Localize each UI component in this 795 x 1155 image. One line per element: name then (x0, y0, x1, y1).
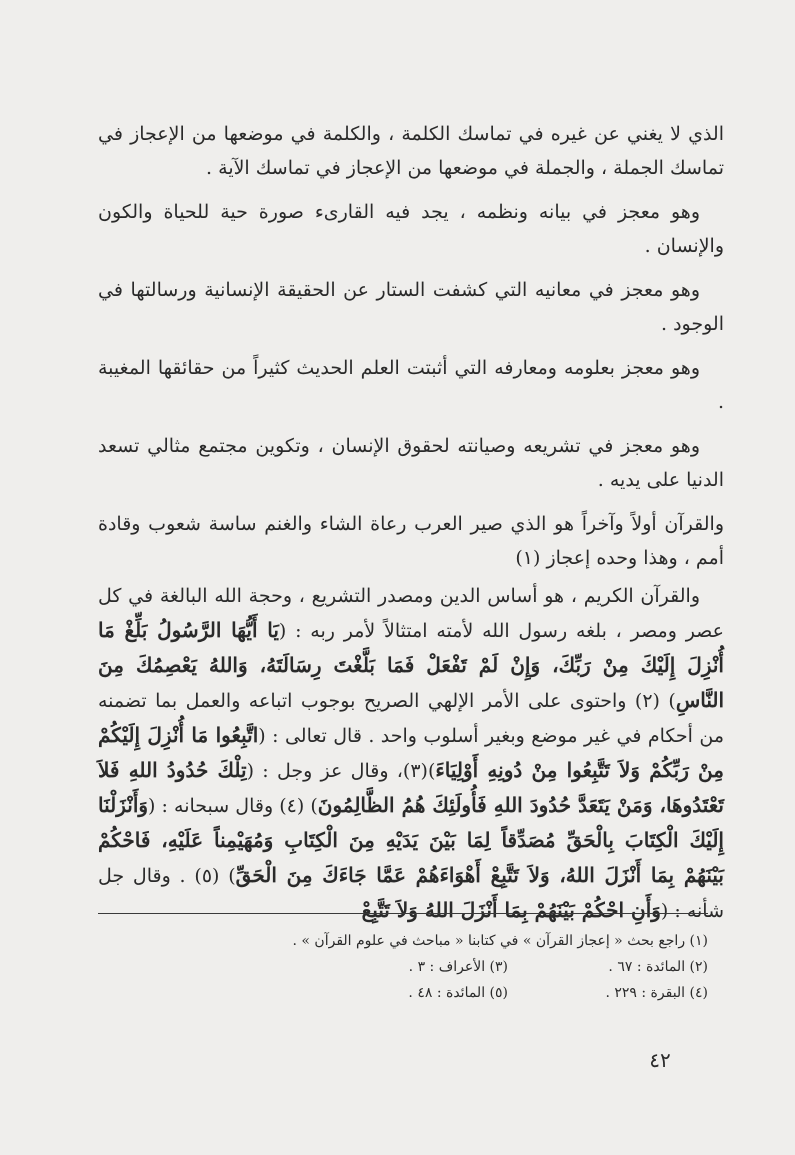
footnotes (98, 928, 708, 1006)
footnote-row-2 (98, 954, 708, 980)
footnote-separator (98, 913, 708, 914)
page-number: ٤٢ (649, 1048, 671, 1072)
quran-verse-5: وَأَنِ احْكُمْ بَيْنَهُمْ بِمَا أَنْزَلَ اللهُ وَلاَ تَتَّبِعْ (361, 898, 661, 922)
main-text-4: ) (٤) وقال سبحانه : ( (148, 795, 318, 817)
footnote-1: (١) راجع بحث « إعجاز القرآن » في كتابنا « مباحث في علوم القرآن » . (292, 933, 708, 949)
quran-verse-3: تِلْكَ حُدُودُ اللهِ فَلاَ تَعْتَدُوهَا، وَمَنْ يَتَعَدَّ حُدُودَ اللهِ فَأُولَئِكَ هُمُ الظَّالِمُونَ (98, 758, 724, 817)
footnote-3: (٣) الأعراف : ٣ . (408, 959, 508, 975)
paragraph-5: وهو معجز في تشريعه وصيانته لحقوق الإنسان ، وتكوين مجتمع مثالي تسعد الدنيا على يديه . (98, 435, 724, 491)
paragraph-6: والقرآن أولاً وآخراً هو الذي صير العرب رعاة الشاء والغنم ساسة شعوب وقادة أمم ، وهذا وحده إعجاز (١) (98, 513, 724, 569)
paragraph-1: الذي لا يغني عن غيره في تماسك الكلمة ، والكلمة في موضعها من الإعجاز في تماسك الجملة ، والجملة في موضعها من الإعجاز في تماسك الآية . (98, 123, 724, 179)
footnote-5: (٥) المائدة : ٤٨ . (408, 985, 508, 1001)
main-text-5: ) (٥) . وقال جل شأنه : ( (98, 865, 724, 922)
paragraph-main (98, 579, 724, 928)
quran-verse-4: وَأَنْزَلْنَا إِلَيْكَ الْكِتَابَ بِالْحَقِّ مُصَدِّقاً لِمَا بَيْنَ يَدَيْهِ مِنَ الْكِتَابِ وَمُهَيْمِناً عَلَيْهِ، فَاحْكُمْ بَيْنَهُمْ بِمَا أَنْزَلَ اللهُ، وَلاَ تَتَّبِعْ أَهْوَاءَهُمْ عَمَّا جَاءَكَ مِنَ الْحَقِّ (98, 793, 725, 887)
footnote-row-3 (98, 980, 708, 1006)
paragraph-2: وهو معجز في بيانه ونظمه ، يجد فيه القارىء صورة حية للحياة والكون والإنسان . (98, 201, 724, 257)
main-text-3: )(٣)، وقال عز وجل : ( (246, 760, 436, 782)
quran-verse-2: اتَّبِعُوا مَا أُنْزِلَ إِلَيْكُمْ مِنْ رَبِّكُمْ وَلاَ تَتَّبِعُوا مِنْ دُونِهِ أَوْلِيَاءَ (98, 723, 724, 782)
footnote-4: (٤) البقرة : ٢٢٩ . (605, 985, 708, 1001)
footnote-2: (٢) المائدة : ٦٧ . (608, 959, 708, 975)
paragraph-3: وهو معجز في معانيه التي كشفت الستار عن الحقيقة الإنسانية ورسالتها في الوجود . (98, 279, 724, 335)
main-text-1: والقرآن الكريم ، هو أساس الدين ومصدر التشريع ، وحجة الله البالغة في كل عصر ومصر ، بلغه رسول الله لأمته امتثالاً لأمر ربه : ( (98, 585, 724, 642)
body-text (98, 117, 724, 932)
quran-verse-1: يَا أَيُّهَا الرَّسُولُ بَلِّغْ مَا أُنْزِلَ إِلَيْكَ مِنْ رَبِّكَ، وَإِنْ لَمْ تَفْعَلْ فَمَا بَلَّغْتَ رِسَالَتَهُ، وَاللهُ يَعْصِمُكَ مِنَ النَّاسِ (98, 618, 725, 712)
footnote-row-1 (98, 928, 708, 954)
main-text-2: ) (٢) واحتوى على الأمر الإلهي الصريح بوجوب اتباعه والعمل بما تضمنه من أحكام في غير موضع وبغير أسلوب واحد . قال تعالى : ( (98, 690, 724, 747)
paragraph-4: وهو معجز بعلومه ومعارفه التي أثبتت العلم الحديث كثيراً من حقائقها المغيبة . (98, 357, 724, 413)
